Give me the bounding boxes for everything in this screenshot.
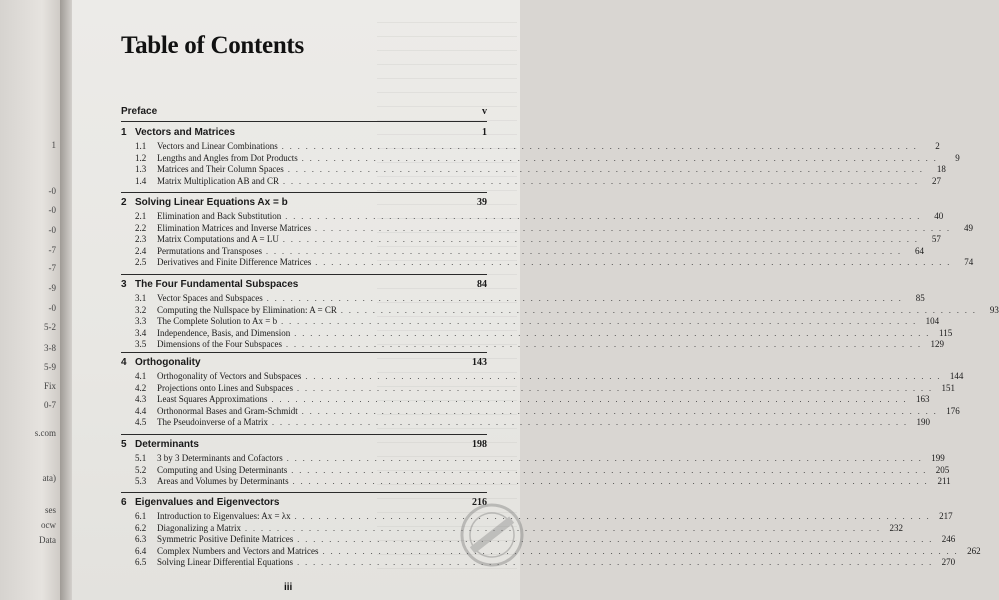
- entry-title: Complex Numbers and Vectors and Matrices: [157, 545, 319, 556]
- leader-dots: . . . . . . . . . . . . . . . . . . . . . . . . . . . . . . . . . . . . . . . . . . . . . . . . . . . . . . . . . . . . . . . . . . . . . . . . . . . . . . . .: [281, 317, 918, 327]
- entry-page: 262: [967, 545, 981, 556]
- left-page-fragment: 5-2: [44, 322, 56, 332]
- section-row: [121, 394, 930, 406]
- entry-number: 1.2: [135, 152, 147, 163]
- entry-page: 129: [930, 339, 944, 350]
- entry-title: Areas and Volumes by Determinants: [157, 476, 289, 487]
- entry-number: 3.2: [135, 304, 147, 315]
- left-page-fragment: ata): [42, 473, 56, 483]
- chapter-row: [121, 127, 487, 139]
- entry-page: 115: [939, 327, 953, 338]
- entry-number: 5.1: [135, 453, 147, 463]
- section-row: [121, 211, 944, 223]
- leader-dots: . . . . . . . . . . . . . . . . . . . . . . . . . . . . . . . . . . . . . . . . . . . . . . . . . . . . . . . . . . . . . . . . . . . . . . . . . . . . . . . .: [287, 165, 924, 175]
- entry-page: 39: [477, 197, 487, 208]
- entry-title: Dimensions of the Four Subspaces: [157, 339, 282, 350]
- section-row: [121, 534, 956, 546]
- entry-number: 4.4: [135, 405, 147, 416]
- entry-number: 5.2: [135, 464, 147, 475]
- leader-dots: . . . . . . . . . . . . . . . . . . . . . . . . . . . . . . . . . . . . . . . . . . . . . . . . . . . . . . . . . . . . . . . . . . . . . . . . . . . . . . . .: [296, 383, 933, 393]
- leader-dots: . . . . . . . . . . . . . . . . . . . . . . . . . . . . . . . . . . . . . . . . . . . . . . . . . . . . . . . . . . . . . . . . . . . . . . . . . . . . . . . .: [286, 340, 922, 350]
- section-row: [121, 293, 925, 305]
- left-page-fragment: -0: [48, 186, 56, 196]
- section-row: [121, 164, 946, 176]
- page-title: Table of Contents: [121, 32, 304, 59]
- entry-page: 84: [477, 279, 487, 290]
- leader-dots: . . . . . . . . . . . . . . . . . . . . . . . . . . . . . . . . . . . . . . . . . . . . . . . . . . . . . . . . . . . . . . . . . . . . . . . . . . . . . . . .: [301, 153, 938, 163]
- entry-page: 176: [946, 405, 960, 416]
- leader-dots: . . . . . . . . . . . . . . . . . . . . . . . . . . . . . . . . . . . . . . . . . . . . . . . . . . . . . . . . . . . . . . . . . . . . . . . . . . . . . . . .: [266, 246, 903, 256]
- section-row: [121, 304, 999, 317]
- entry-number: 4.3: [135, 394, 147, 405]
- leader-dots: . . . . . . . . . . . . . . . . . . . . . . . . . . . . . . . . . . . . . . . . . . . . . . . . . . . . . . . . . . . . . . . . . . . . . . . . . . . . . . . .: [286, 454, 923, 463]
- entry-number: 1.1: [135, 141, 147, 151]
- entry-title: Projections onto Lines and Subspaces: [157, 382, 293, 393]
- entry-page: 2: [935, 141, 940, 151]
- left-page-fragment: ses: [45, 505, 56, 515]
- entry-title: Preface: [121, 106, 158, 117]
- section-row: [121, 245, 925, 258]
- entry-number: 6.2: [135, 522, 147, 533]
- chapter-rule: [121, 434, 487, 435]
- section-row: [121, 234, 941, 246]
- entry-title: Least Squares Approximations: [157, 394, 268, 405]
- leader-dots: . . . . . . . . . . . . . . . . . . . . . . . . . . . . . . . . . . . . . . . . . . . . . . . . . . . . . . . . . . . . . . . . . . . . . . . . . . . . . . . .: [297, 535, 934, 545]
- section-row: [121, 382, 955, 395]
- book-gutter: [60, 0, 72, 600]
- left-page-fragment: Fix: [43, 381, 56, 391]
- entry-title: Matrix Computations and A = LU: [157, 234, 279, 245]
- entry-page: 1: [482, 127, 487, 138]
- entry-title: Determinants: [135, 439, 199, 450]
- entry-page: 40: [934, 211, 944, 221]
- entry-title: Matrix Multiplication AB and CR: [157, 175, 279, 186]
- chapter-rule: [121, 492, 487, 493]
- entry-title: 3 by 3 Determinants and Cofactors: [157, 453, 283, 463]
- entry-title: Orthonormal Bases and Gram-Schmidt: [157, 405, 298, 416]
- entry-number: 6.1: [135, 511, 147, 521]
- entry-title: Elimination Matrices and Inverse Matrices: [157, 222, 311, 233]
- chapter-rule: [121, 352, 487, 353]
- entry-page: 198: [472, 439, 487, 450]
- entry-number: 4.5: [135, 417, 147, 428]
- chapter-rule: [121, 192, 487, 193]
- entry-number: 2.4: [135, 245, 147, 256]
- chapter-row: [121, 197, 487, 209]
- section-row: [121, 316, 940, 328]
- section-row: [121, 453, 945, 465]
- left-page-fragment: 5-9: [44, 362, 56, 372]
- leader-dots: . . . . . . . . . . . . . . . . . . . . . . . . . . . . . . . . . . . . . . . . . . . . . . . . . . . . . . . . . . . . . . . . . . . . . . . . . . . . . . . .: [271, 418, 908, 428]
- left-page-fragment: -7: [48, 263, 56, 273]
- section-row: [121, 511, 953, 523]
- entry-page: 104: [925, 316, 940, 327]
- section-row: [121, 476, 951, 488]
- left-page-fragment: -0: [48, 303, 56, 313]
- entry-number: 4: [121, 357, 127, 368]
- entry-title: The Pseudoinverse of a Matrix: [157, 417, 268, 428]
- entry-number: 3.4: [135, 327, 147, 338]
- entry-page: 74: [964, 257, 974, 268]
- section-row: [121, 339, 944, 351]
- entry-title: Introduction to Eigenvalues: Ax = λx: [157, 511, 291, 521]
- entry-page: 246: [941, 534, 956, 545]
- section-row: [121, 327, 953, 340]
- leader-dots: . . . . . . . . . . . . . . . . . . . . . . . . . . . . . . . . . . . . . . . . . . . . . . . . . . . . . . . . . . . . . . . . . . . . . . . . . . . . . . . .: [271, 395, 908, 405]
- entry-page: 270: [941, 557, 956, 568]
- entry-number: 2.1: [135, 211, 147, 221]
- leader-dots: . . . . . . . . . . . . . . . . . . . . . . . . . . . . . . . . . . . . . . . . . . . . . . . . . . . . . . . . . . . . . . . . . . . . . . . . . . . . . . . .: [301, 406, 938, 416]
- entry-title: Diagonalizing a Matrix: [157, 522, 241, 533]
- leader-dots: . . . . . . . . . . . . . . . . . . . . . . . . . . . . . . . . . . . . . . . . . . . . . . . . . . . . . . . . . . . . . . . . . . . . . . . . . . . . . . . .: [266, 294, 903, 303]
- entry-page: 163: [915, 394, 930, 405]
- entry-number: 6: [121, 497, 127, 508]
- section-row: [121, 545, 981, 558]
- entry-title: Vector Spaces and Subspaces: [157, 293, 263, 303]
- leader-dots: . . . . . . . . . . . . . . . . . . . . . . . . . . . . . . . . . . . . . . . . . . . . . . . . . . . . . . . . . . . . . . . . . . . . . . . . . . . . . . . .: [285, 212, 922, 221]
- section-row: [121, 152, 960, 165]
- entry-title: Computing the Nullspace by Elimination: A = CR: [157, 304, 337, 315]
- left-page-fragment: -9: [48, 283, 56, 293]
- entry-title: The Complete Solution to Ax = b: [157, 316, 278, 327]
- entry-number: 2.5: [135, 257, 147, 268]
- leader-dots: . . . . . . . . . . . . . . . . . . . . . . . . . . . . . . . . . . . . . . . . . . . . . . . . . . . . . . . . . . . . . . . . . . . . . . . . . . . . . . . .: [281, 142, 918, 151]
- entry-page: 144: [949, 371, 964, 381]
- entry-page: 190: [916, 417, 930, 428]
- section-row: [121, 257, 974, 269]
- entry-page: v: [482, 106, 487, 117]
- entry-page: 64: [915, 245, 925, 256]
- entry-number: 2.3: [135, 234, 147, 245]
- entry-page: 151: [941, 382, 955, 393]
- leader-dots: . . . . . . . . . . . . . . . . . . . . . . . . . . . . . . . . . . . . . . . . . . . . . . . . . . . . . . . . . . . . . . . . . . . . . . . . . . . . . . . .: [315, 258, 952, 268]
- entry-number: 1.3: [135, 164, 147, 175]
- leader-dots: . . . . . . . . . . . . . . . . . . . . . . . . . . . . . . . . . . . . . . . . . . . . . . . . . . . . . . . . . . . . . . . . . . . . . . . . . . . . . . . .: [297, 558, 934, 568]
- entry-number: 3: [121, 279, 127, 290]
- preface-row: [121, 106, 487, 118]
- entry-number: 6.3: [135, 534, 147, 545]
- leader-dots: . . . . . . . . . . . . . . . . . . . . . . . . . . . . . . . . . . . . . . . . . . . . . . . . . . . . . . . . . . . . . . . . . . . . . . . . . . . . . . . .: [291, 465, 928, 475]
- entry-page: 211: [937, 476, 951, 487]
- entry-number: 2: [121, 197, 127, 208]
- entry-title: Vectors and Matrices: [135, 127, 236, 138]
- chapter-row: [121, 357, 487, 369]
- section-row: [121, 405, 960, 418]
- left-page-fragment: 1: [51, 140, 56, 150]
- leader-dots: . . . . . . . . . . . . . . . . . . . . . . . . . . . . . . . . . . . . . . . . . . . . . . . . . . . . . . . . . . . . . . . . . . . . . . . . . . . . . . . .: [244, 523, 881, 533]
- entry-title: Eigenvalues and Eigenvectors: [135, 497, 280, 508]
- entry-title: Permutations and Transposes: [157, 245, 263, 256]
- footer-page-number: iii: [284, 582, 293, 593]
- entry-title: Computing and Using Determinants: [157, 464, 288, 475]
- section-row: [121, 371, 964, 383]
- entry-page: 49: [963, 222, 973, 233]
- entry-title: Vectors and Linear Combinations: [157, 141, 278, 151]
- entry-title: Symmetric Positive Definite Matrices: [157, 534, 294, 545]
- leader-dots: . . . . . . . . . . . . . . . . . . . . . . . . . . . . . . . . . . . . . . . . . . . . . . . . . . . . . . . . . . . . . . . . . . . . . . . . . . . . . . . .: [314, 223, 951, 233]
- entry-number: 3.1: [135, 293, 147, 303]
- entry-page: 57: [931, 234, 941, 245]
- entry-page: 85: [915, 293, 925, 303]
- left-page-fragment: 0-7: [44, 400, 56, 410]
- entry-number: 1: [121, 127, 127, 138]
- entry-number: 4.1: [135, 371, 147, 381]
- entry-number: 5: [121, 439, 127, 450]
- entry-page: 216: [472, 497, 487, 508]
- entry-number: 6.5: [135, 557, 147, 568]
- entry-number: 6.4: [135, 545, 147, 556]
- entry-page: 143: [472, 357, 487, 368]
- chapter-row: [121, 279, 487, 291]
- entry-title: Orthogonality of Vectors and Subspaces: [157, 371, 302, 381]
- entry-number: 4.2: [135, 382, 147, 393]
- entry-page: 93: [989, 304, 999, 315]
- section-row: [121, 175, 941, 188]
- left-page-edge: [0, 0, 60, 600]
- entry-title: Derivatives and Finite Difference Matrices: [157, 257, 312, 268]
- entry-page: 232: [889, 522, 903, 533]
- chapter-row: [121, 497, 487, 509]
- leader-dots: . . . . . . . . . . . . . . . . . . . . . . . . . . . . . . . . . . . . . . . . . . . . . . . . . . . . . . . . . . . . . . . . . . . . . . . . . . . . . . . .: [292, 477, 929, 487]
- section-row: [121, 222, 973, 235]
- leader-dots: . . . . . . . . . . . . . . . . . . . . . . . . . . . . . . . . . . . . . . . . . . . . . . . . . . . . . . . . . . . . . . . . . . . . . . . . . . . . . . . .: [283, 176, 919, 186]
- entry-title: Solving Linear Differential Equations: [157, 557, 294, 568]
- left-page-fragment: -0: [48, 205, 56, 215]
- leader-dots: . . . . . . . . . . . . . . . . . . . . . . . . . . . . . . . . . . . . . . . . . . . . . . . . . . . . . . . . . . . . . . . . . . . . . . . . . . . . . . . .: [294, 512, 931, 521]
- chapter-rule: [121, 121, 487, 122]
- entry-title: Solving Linear Equations Ax = b: [135, 197, 288, 208]
- entry-title: Lengths and Angles from Dot Products: [157, 152, 298, 163]
- entry-title: The Four Fundamental Subspaces: [135, 279, 299, 290]
- left-page-fragment: Data: [39, 535, 56, 545]
- left-page-fragment: -7: [48, 245, 56, 255]
- entry-number: 2.2: [135, 222, 147, 233]
- leader-dots: . . . . . . . . . . . . . . . . . . . . . . . . . . . . . . . . . . . . . . . . . . . . . . . . . . . . . . . . . . . . . . . . . . . . . . . . . . . . . . . .: [294, 328, 931, 338]
- section-row: [121, 464, 950, 477]
- entry-page: 199: [931, 453, 945, 463]
- entry-number: 3.3: [135, 316, 147, 327]
- left-page-fragment: s.com: [34, 428, 56, 438]
- left-page-fragment: -0: [48, 225, 56, 235]
- left-page-fragment: ocw: [41, 520, 56, 530]
- section-row: [121, 417, 930, 429]
- leader-dots: . . . . . . . . . . . . . . . . . . . . . . . . . . . . . . . . . . . . . . . . . . . . . . . . . . . . . . . . . . . . . . . . . . . . . . . . . . . . . . . .: [322, 546, 959, 556]
- entry-page: 27: [932, 175, 941, 186]
- entry-title: Independence, Basis, and Dimension: [157, 327, 291, 338]
- chapter-row: [121, 439, 487, 451]
- leader-dots: . . . . . . . . . . . . . . . . . . . . . . . . . . . . . . . . . . . . . . . . . . . . . . . . . . . . . . . . . . . . . . . . . . . . . . . . . . . . . . . .: [340, 305, 977, 315]
- section-row: [121, 522, 903, 535]
- left-page-fragment: 3-8: [44, 343, 56, 353]
- chapter-rule: [121, 274, 487, 275]
- entry-page: 217: [939, 511, 953, 521]
- entry-title: Matrices and Their Column Spaces: [157, 164, 284, 175]
- section-row: [121, 557, 956, 569]
- entry-title: Orthogonality: [135, 357, 201, 368]
- entry-number: 5.3: [135, 476, 147, 487]
- entry-page: 9: [955, 152, 960, 163]
- section-row: [121, 141, 940, 153]
- entry-page: 205: [935, 464, 950, 475]
- leader-dots: . . . . . . . . . . . . . . . . . . . . . . . . . . . . . . . . . . . . . . . . . . . . . . . . . . . . . . . . . . . . . . . . . . . . . . . . . . . . . . . .: [282, 235, 919, 245]
- entry-page: 18: [936, 164, 946, 175]
- entry-title: Elimination and Back Substitution: [157, 211, 282, 221]
- entry-number: 1.4: [135, 175, 147, 186]
- entry-number: 3.5: [135, 339, 147, 350]
- leader-dots: . . . . . . . . . . . . . . . . . . . . . . . . . . . . . . . . . . . . . . . . . . . . . . . . . . . . . . . . . . . . . . . . . . . . . . . . . . . . . . . .: [305, 372, 942, 381]
- toc-page: [72, 0, 999, 600]
